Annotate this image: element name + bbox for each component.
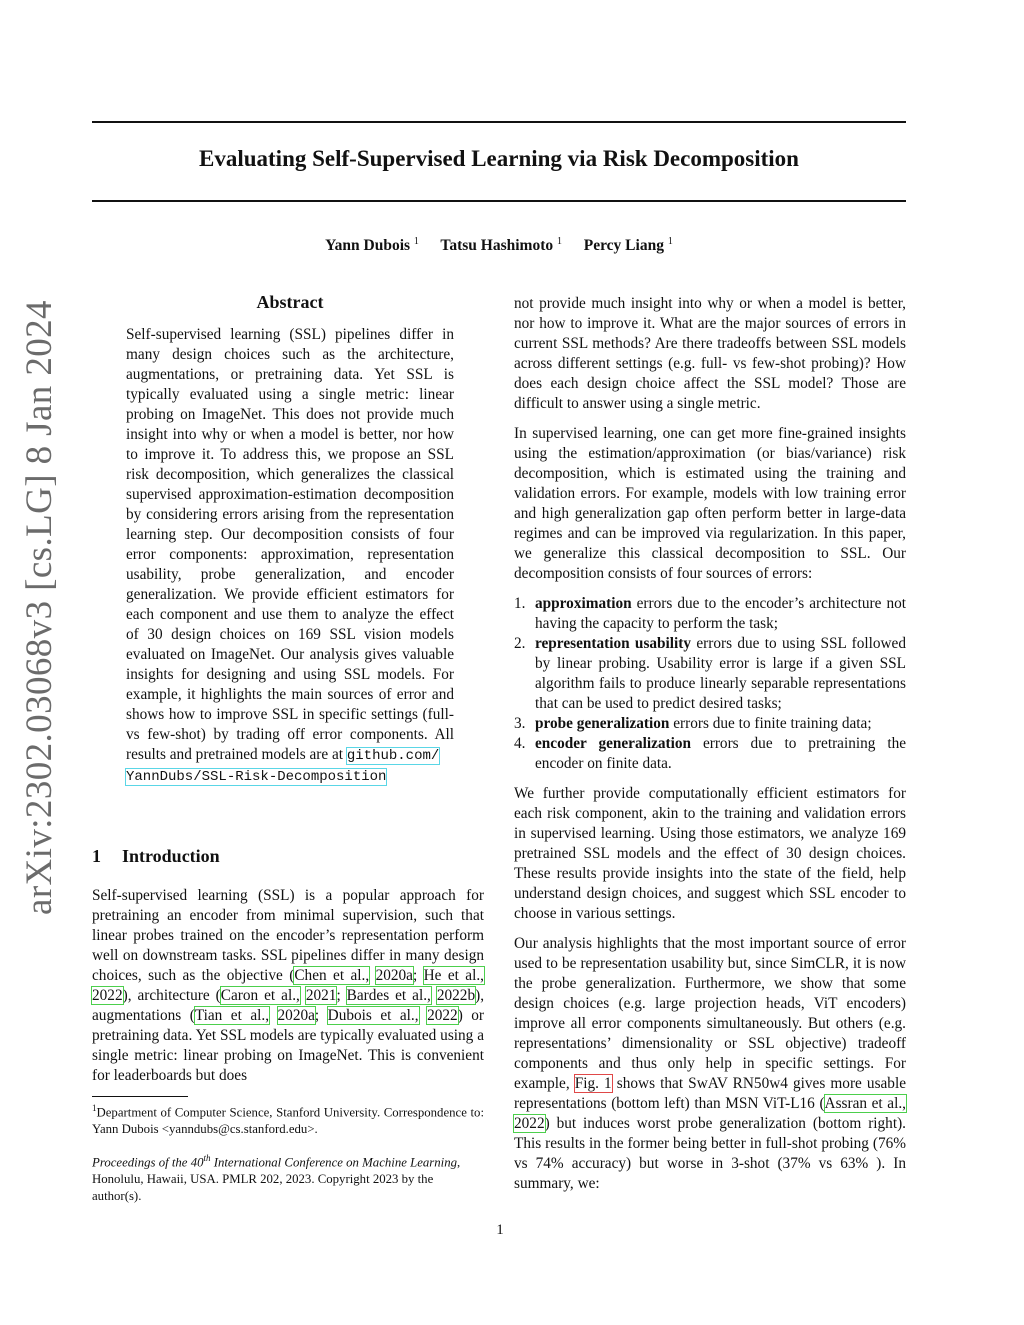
github-link-continued[interactable]: YannDubs/SSL-Risk-Decomposition [126, 769, 387, 785]
abstract-body [126, 325, 454, 787]
body-text: ), architecture ( [122, 987, 221, 1004]
footnote [92, 1100, 484, 1137]
error-components-list [514, 594, 906, 774]
citation-year-link[interactable]: 2020a [277, 1007, 315, 1024]
conference-number: 40 [190, 1155, 204, 1170]
body-text: ; [314, 1007, 328, 1024]
section-number: 1 [92, 846, 101, 866]
ordinal-suffix: th [203, 1153, 211, 1163]
list-number: 4. [514, 735, 526, 752]
affiliation-mark: 1 [556, 236, 562, 247]
body-text: ; [336, 987, 347, 1004]
list-item [514, 594, 906, 634]
intro-paragraph [92, 886, 484, 1086]
page-number: 1 [496, 1222, 504, 1238]
body-text: ), augmentations ( [92, 987, 485, 1024]
list-item [514, 634, 906, 714]
proceedings-note [92, 1150, 484, 1205]
affiliation-mark: 1 [413, 236, 419, 247]
citation-link[interactable]: Chen et al., [294, 967, 370, 984]
body-text: ) or pretraining data. Yet SSL models are typically evaluated using a single metric: linear probing on ImageNet. This is convenient for leaderboards but does [92, 1007, 485, 1084]
list-term: encoder generalization [535, 735, 692, 752]
list-number: 1. [514, 595, 526, 612]
citation-link[interactable]: Tian et al., [194, 1007, 270, 1024]
paragraph [514, 934, 906, 1194]
list-text: errors due to the encoder’s architecture not having the capacity to perform the task; [535, 595, 906, 632]
citation-year-link[interactable]: 2022 [427, 1007, 458, 1024]
list-item [514, 714, 906, 734]
citation-link[interactable]: He et al., [423, 967, 484, 984]
proceedings-text: Proceedings of the [92, 1155, 191, 1170]
body-text: Self-supervised learning (SSL) is a popular approach for pretraining an encoder from minimal supervision, such that linear probes trained on the encoder’s representation perform well on downstream tasks. SSL pipelines differ in many design choices, such as the objective ( [92, 887, 484, 984]
list-term: representation usability [535, 635, 692, 652]
list-number: 2. [514, 635, 526, 652]
list-term: approximation [535, 595, 632, 612]
body-text: ) but induces worst probe generalization (bottom right). This results in the former being better in full-shot probing (76% vs 74% accuracy) but worse in 3-shot (37% vs 63% ). In summary, we: [514, 1115, 906, 1192]
paragraph: We further provide computationally efficient estimators for each risk component, akin to the training and validation errors in supervised learning. Using those estimators, we analyze 169 pretrained SSL models and the effect of 30 design choices. These results provide insights into the state of the field, help understand design choices, and suggest which SSL encoder to choose in various settings. [514, 785, 906, 922]
section-title: Introduction [122, 846, 220, 866]
citation-year-link[interactable]: 2020a [375, 967, 413, 984]
list-text: errors due to finite training data; [669, 715, 872, 732]
footnote-mark: 1 [92, 1103, 97, 1113]
citation-year-link[interactable]: 2021 [305, 987, 337, 1004]
body-text: ; [412, 967, 424, 984]
citation-link[interactable]: Assran et al., [824, 1095, 906, 1112]
section-heading-introduction [92, 846, 220, 867]
figure-link[interactable]: Fig. 1 [574, 1075, 612, 1092]
footnote-text: Department of Computer Science, Stanford University. Correspondence to: Yann Dubois <yanndubs@cs.stanford.edu>. [92, 1105, 484, 1136]
paragraph: In supervised learning, one can get more fine-grained insights using the estimation/approximation (or bias/variance) risk decomposition, which is estimated using the training and validation errors. For example, models with low training error and high generalization gap often perform better in large-data regimes and can be improved via regularization. In this paper, we generalize this classical decomposition to SSL. Our decomposition consists of four sources of errors: [514, 425, 906, 582]
list-text: errors due to pretraining the encoder on finite data. [535, 735, 907, 772]
affiliation-mark: 1 [667, 236, 673, 247]
paragraph: not provide much insight into why or when a model is better, nor how to improve it. What are the major sources of errors in current SSL methods? Are there tradeoffs between SSL models across different settings (e.g. full- vs few-shot probing)? How does each design choice affect the SSL model? Those are difficult to answer using a single metric. [514, 295, 906, 412]
author-list [92, 236, 906, 255]
arxiv-watermark: arXiv:2302.03068v3 [cs.LG] 8 Jan 2024 [19, 300, 60, 915]
body-text: shows that SwAV RN50w4 gives more usable representations (bottom left) than MSN ViT-L16 ( [514, 1075, 906, 1112]
citation-year-link[interactable]: 2022 [92, 987, 123, 1004]
citation-link[interactable]: Dubois et al., [327, 1007, 419, 1024]
footnote-rule [92, 1096, 188, 1097]
citation-year-link[interactable]: 2022 [514, 1115, 545, 1132]
list-text: errors due to using SSL followed by linear probing. Usability error is large if a given SSL algorithm fails to produce linearly separable representations that can be used to predict desired tasks; [535, 635, 906, 712]
citation-link[interactable]: Caron et al., [220, 987, 300, 1004]
author-name: Tatsu Hashimoto [440, 237, 554, 255]
abstract-heading: Abstract [256, 292, 324, 312]
title-rule-top [92, 121, 906, 123]
github-link[interactable]: github.com/ [346, 748, 440, 764]
paper-title: Evaluating Self-Supervised Learning via Risk Decomposition [199, 146, 799, 171]
author-name: Percy Liang [583, 237, 664, 255]
list-item [514, 734, 906, 774]
title-rule-bottom [92, 200, 906, 202]
citation-link[interactable]: Bardes et al., [346, 987, 431, 1004]
abstract-text: Self-supervised learning (SSL) pipelines differ in many design choices such as the architecture, augmentations, or pretraining data. Yet SSL is typically evaluated using a single metric: linear probing on ImageNet. This does not provide much insight into why or when a model is better, nor how to improve it. To address this, we propose an SSL risk decomposition, which generalizes the classical supervised approximation-estimation decomposition by considering errors arising from the representation learning step. Our decomposition consists of four error components: approximation, representation usability, probe generalization, and encoder generalization. We provide efficient estimators for each component and use them to analyze the effect of 30 design choices on 169 SSL vision models evaluated on ImageNet. Our analysis gives valuable insights for designing and using SSL models. For example, it highlights the main sources of error and shows how to improve SSL in specific settings (full- vs few-shot) by trading off error components. All results and pretrained models are at [126, 326, 454, 763]
list-term: probe generalization [535, 715, 670, 732]
right-column [514, 294, 906, 1204]
author-name: Yann Dubois [325, 237, 411, 255]
conference-name: International Conference on Machine Learning [210, 1155, 458, 1170]
list-number: 3. [514, 715, 526, 732]
citation-year-link[interactable]: 2022b [436, 987, 476, 1004]
body-text: Our analysis highlights that the most important source of error used to be representation usability but, since SimCLR, it is now the probe generalization. Furthermore, we show that some design choices (e.g. large projection heads, ViT encoders) improve all error components simultaneously. But others (e.g. representations’ dimensionality or SSL objective) tradeoff components and thus only help in specific settings. For example, [514, 935, 906, 1092]
proceedings-text: , Honolulu, Hawaii, USA. PMLR 202, 2023. Copyright 2023 by the author(s). [92, 1155, 461, 1204]
